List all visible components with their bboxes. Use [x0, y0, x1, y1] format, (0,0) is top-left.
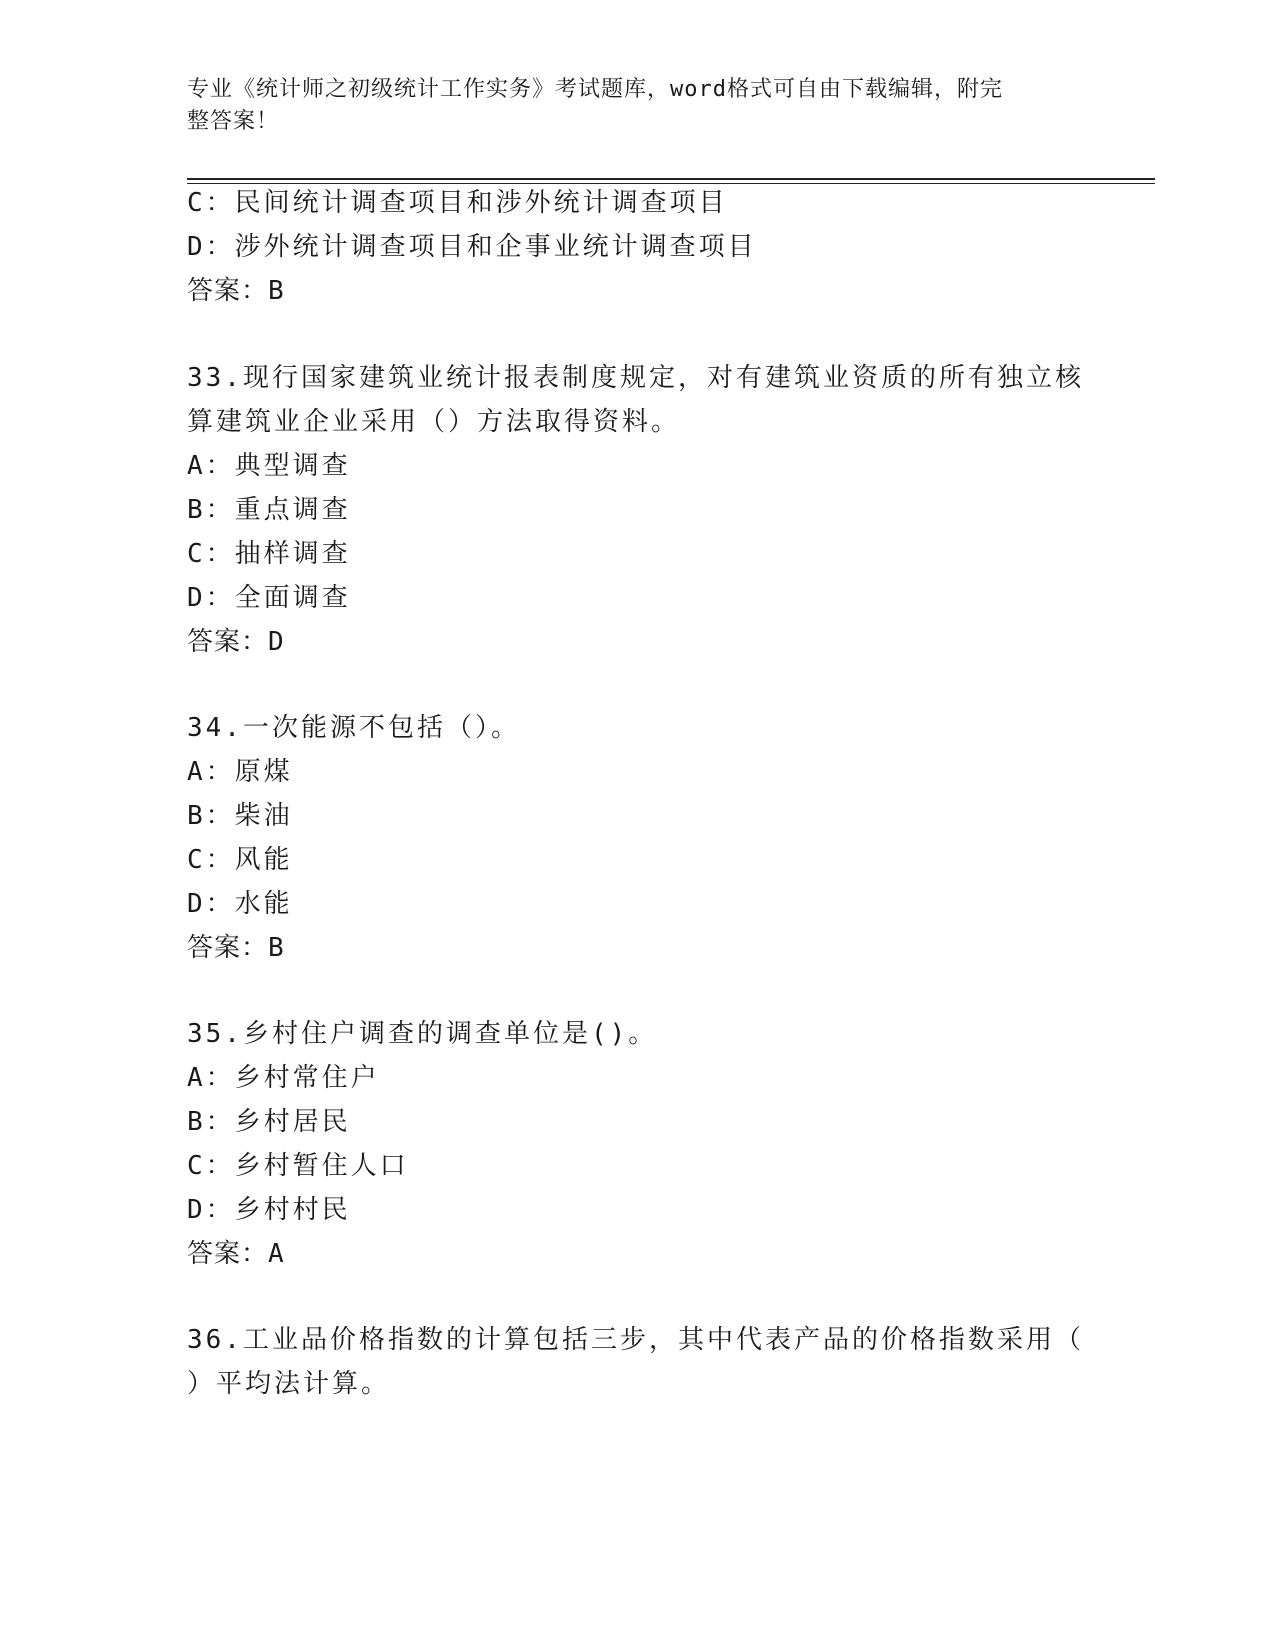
prev-option-d: D：涉外统计调查项目和企事业统计调查项目 [187, 232, 757, 262]
q34-option-c: C：风能 [187, 845, 293, 875]
header-line-2: 整答案！ [187, 109, 280, 134]
q34-stem-line-1: 34.一次能源不包括（）。 [187, 713, 520, 743]
q36-stem-line-2: ）平均法计算。 [187, 1369, 391, 1399]
q35-stem-line-1: 35.乡村住户调查的调查单位是()。 [187, 1019, 658, 1049]
q35-option-b: B：乡村居民 [187, 1107, 351, 1137]
q35-option-c: C：乡村暂住人口 [187, 1151, 409, 1181]
document-header [187, 74, 1067, 138]
q34-option-a: A：原煤 [187, 757, 293, 787]
prev-answer: 答案：B [187, 276, 285, 306]
q33-option-a: A：典型调查 [187, 451, 351, 481]
q33-option-d: D：全面调查 [187, 583, 351, 613]
header-divider-thick [187, 178, 1155, 180]
q35-answer: 答案：A [187, 1239, 285, 1269]
header-divider-thin [187, 183, 1155, 184]
q34-answer: 答案：B [187, 933, 285, 963]
q33-stem-line-1: 33.现行国家建筑业统计报表制度规定，对有建筑业资质的所有独立核 [187, 363, 1084, 393]
q33-option-c: C：抽样调查 [187, 539, 351, 569]
q35-option-a: A：乡村常住户 [187, 1063, 380, 1093]
q35-option-d: D：乡村村民 [187, 1195, 351, 1225]
q34-option-b: B：柴油 [187, 801, 293, 831]
q33-answer: 答案：D [187, 627, 285, 657]
q36-stem-line-1: 36.工业品价格指数的计算包括三步，其中代表产品的价格指数采用（ [187, 1325, 1084, 1355]
q33-option-b: B：重点调查 [187, 495, 351, 525]
header-line-1: 专业《统计师之初级统计工作实务》考试题库，word格式可自由下载编辑，附完 [187, 77, 1003, 102]
q34-option-d: D：水能 [187, 889, 293, 919]
q33-stem-line-2: 算建筑业企业采用（）方法取得资料。 [187, 407, 681, 437]
prev-option-c: C：民间统计调查项目和涉外统计调查项目 [187, 188, 728, 218]
